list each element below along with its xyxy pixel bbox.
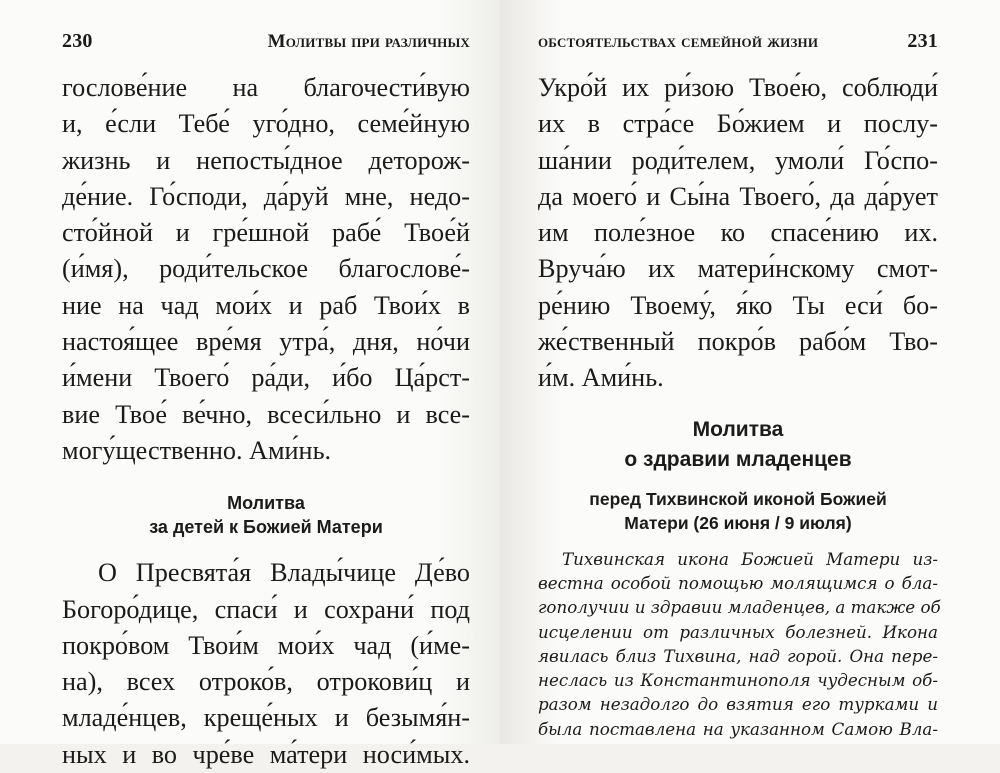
text-line: младе́нцев, креще́ных и безымя́н- [62,703,470,733]
text-line: их в стра́се Бо́жием и послу- [538,109,938,139]
text-line: да моего́ и Сы́на Твоего́, да да́рует [538,181,938,211]
left-running-title: Молитвы при различных [267,31,470,52]
text-line: разом незадолго до взятия его турками и [538,694,938,715]
text-line: сто́йной и гре́шной рабе́ Твое́й [62,218,470,248]
right-icon-note [538,547,941,741]
right-prayer-heading [538,415,938,475]
text-line: гослове́ние на благочести́вую [62,73,470,102]
text-line: и, е́сли Тебе́ уго́дно, семе́йную [62,109,470,139]
text-line: явилась близ Тихвина, над горой. Она пере- [538,645,938,666]
text-line: Тихвинская икона Божией Матери из- [562,548,938,569]
text-line: (и́мя), роди́тельское благослове́- [62,254,470,284]
text-line: ных и во чре́ве ма́тери носи́мых. [62,739,470,769]
subheading-line: перед Тихвинской иконой Божией [589,488,887,509]
text-line: им поле́зное ко спасе́нию их. [538,218,938,248]
text-line: Вруча́ю их матери́нскому смот- [538,254,938,284]
left-page [0,0,500,769]
heading-line: Молитва [227,493,305,514]
right-prayer-ending [538,70,938,397]
text-line: Богоро́дице, спаси́ и сохрани́ под [62,594,470,624]
text-line: Укро́й их ри́зою Твое́ю, соблюди́ [538,73,938,102]
left-page-number: 230 [62,30,93,52]
heading-line: за детей к Божией Матери [149,517,383,538]
left-running-head [62,30,470,60]
text-line: вестна особой помощью молящимся о бла- [538,572,938,593]
text-line: же́ственный покро́в рабо́м Тво- [538,327,938,357]
left-prayer-two [62,555,470,773]
text-line: ре́нию Твоему́, я́ко Ты еси́ бо- [538,290,938,320]
text-line: вие Твое́ ве́чно, всеси́льно и все- [62,399,470,429]
text-line: жизнь и непосты́дное деторож- [62,145,470,175]
text-line: ша́нии роди́телем, умоли́ Го́спо- [538,145,938,175]
text-line: была поставлена на указанном Самою Вла- [538,718,938,739]
text-line: неслась из Константинополя чудесным об- [538,670,938,691]
right-page [500,0,1000,744]
text-line: и́мени Твоего́ ра́ди, и́бо Ца́рст- [62,363,470,393]
right-prayer-subheading [538,487,938,535]
text-line: гополучии и здравии младенцев, а также об [538,597,941,618]
text-line: О Пресвята́я Влады́чице Де́во [98,558,470,588]
text-line: и́м. Ами́нь. [538,363,664,393]
subheading-line: Матери (26 июня / 9 июля) [624,512,852,533]
left-prayer-heading [62,491,470,539]
right-running-head [538,30,938,60]
heading-line: Молитва [692,417,784,441]
right-running-title: обстоятельствах семейной жизни [538,31,819,52]
text-line: покро́вом Твои́м мои́х чад (и́ме- [62,630,470,660]
text-line: могу́щественно. Ами́нь. [62,435,332,465]
left-prayer-ending [62,70,470,469]
text-line: настоя́щее вре́мя утра́, дня, но́чи [62,327,470,357]
text-line: на), всех отроко́в, отрокови́ц и [62,667,470,697]
text-line: ние на чад мои́х и раб Твои́х в [62,290,470,320]
heading-line: о здравии младенцев [624,447,852,471]
text-line: исцелении от различных болезней. Икона [538,621,938,642]
text-line: де́ние. Го́споди, да́руй мне, недо- [62,181,470,211]
right-page-number: 231 [907,30,938,52]
